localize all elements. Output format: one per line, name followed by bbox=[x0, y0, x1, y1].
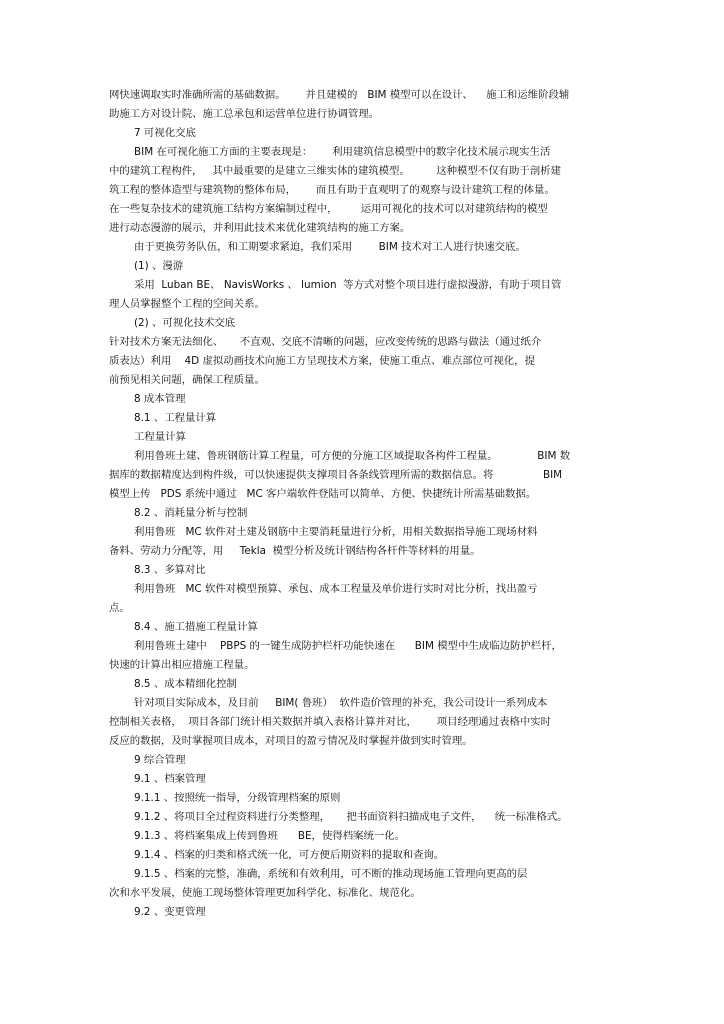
text-line: 中的建筑工程构件， 其中最重要的是建立三维实体的建筑模型。 这种模型不仅有助于剖析建 bbox=[109, 165, 561, 177]
text-line: 8.1 、工程量计算 bbox=[134, 412, 217, 424]
text-line: 8.2 、消耗量分析与控制 bbox=[134, 507, 248, 519]
text-line: 工程量计算 bbox=[134, 431, 186, 443]
text-line: 9.1.3 、将档案集成上传到鲁班 BE，使得档案统一化。 bbox=[134, 830, 406, 842]
text-line: 利用鲁班土建中 PBPS 的一键生成防护栏杆功能快速在 BIM 模型中生成临边防护栏杆， bbox=[134, 640, 562, 652]
text-line: 进行动态漫游的展示，并利用此技术来优化建筑结构的施工方案。 bbox=[109, 222, 411, 234]
text-line: 利用鲁班 MC 软件对土建及钢筋中主要消耗量进行分析，用相关数据指导施工现场材料 bbox=[134, 526, 538, 538]
text-line: (1) 、漫游 bbox=[134, 260, 184, 272]
text-line: 8.3 、多算对比 bbox=[134, 564, 206, 576]
text-line: (2) 、可视化技术交底 bbox=[134, 317, 236, 329]
text-line: 备料、劳动力分配等，用 Tekla 模型分析及统计钢结构各杆件等材料的用量。 bbox=[109, 545, 481, 557]
text-line: 前预见相关问题，确保工程质量。 bbox=[109, 374, 265, 386]
text-line: 利用鲁班土建、鲁班钢筋计算工程量，可方便的分施工区域提取各构件工程量。 BIM 数 bbox=[134, 450, 571, 462]
text-line: BIM 在可视化施工方面的主要表现是： 利用建筑信息模型中的数字化技术展示现实生活 bbox=[134, 146, 551, 158]
text-line: 点。 bbox=[109, 602, 130, 614]
text-line: 9.1.1 、按照统一指导，分级管理档案的原则 bbox=[134, 792, 341, 804]
text-line: 9.1.4 、档案的归类和格式统一化，可方便后期资料的提取和查询。 bbox=[134, 849, 445, 861]
text-line: 7 可视化交底 bbox=[134, 127, 196, 139]
text-line: 筑工程的整体造型与建筑物的整体布局， 而且有助于直观明了的观察与设计建筑工程的体量。 bbox=[109, 184, 555, 196]
text-line: 针对项目实际成本，及目前 BIM( 鲁班） 软件造价管理的补充，我公司设计一系列成本 bbox=[134, 697, 548, 709]
text-line: 次和水平发展，使施工现场整体管理更加科学化、标准化、规范化。 bbox=[109, 887, 421, 899]
text-line: 助施工方对设计院、施工总承包和运营单位进行协调管理。 bbox=[109, 108, 380, 120]
text-line: 据库的数据精度达到构件级，可以快速提供支撑项目各条线管理所需的数据信息。将 BIM bbox=[109, 469, 563, 481]
text-line: 8.5 、成本精细化控制 bbox=[134, 678, 237, 690]
text-line: 8.4 、施工措施工程量计算 bbox=[134, 621, 258, 633]
text-line: 针对技术方案无法细化、 不直观、交底不清晰的问题，应改变传统的思路与做法（通过纸介 bbox=[109, 336, 542, 348]
text-line: 模型上传 PDS 系统中通过 MC 客户端软件登陆可以简单、方便、快捷统计所需基础数据。 bbox=[109, 488, 537, 500]
text-line: 快速的计算出相应措施工程量。 bbox=[109, 659, 255, 671]
text-line: 9.2 、变更管理 bbox=[134, 906, 206, 918]
text-line: 网快速调取实时准确所需的基础数据。 并且建模的 BIM 模型可以在设计、 施工和运维阶段辅 bbox=[109, 89, 570, 101]
text-line: 9.1.5 、档案的完整，准确，系统和有效利用，可不断的推动现场施工管理向更高的层 bbox=[134, 868, 528, 880]
text-line: 反应的数据，及时掌握项目成本，对项目的盈亏情况及时掌握并做到实时管理。 bbox=[109, 735, 473, 747]
text-line: 利用鲁班 MC 软件对模型预算、承包、成本工程量及单价进行实时对比分析，找出盈亏 bbox=[134, 583, 538, 595]
text-line: 采用 Luban BE、 NavisWorks 、 lumion 等方式对整个项目进行虚拟漫游，有助于项目管 bbox=[134, 279, 562, 291]
text-line: 质表达）利用 4D 虚拟动画技术向施工方呈现技术方案，使施工重点、难点部位可视化，提 bbox=[109, 355, 535, 367]
text-line: 9.1 、档案管理 bbox=[134, 773, 206, 785]
text-line: 8 成本管理 bbox=[134, 393, 186, 405]
text-line: 理人员掌握整个工程的空间关系。 bbox=[109, 298, 265, 310]
text-line: 控制相关表格， 项目各部门统计相关数据并填入表格计算并对比， 项目经理通过表格中实时 bbox=[109, 716, 552, 728]
text-line: 在一些复杂技术的建筑施工结构方案编制过程中， 运用可视化的技术可以对建筑结构的模型 bbox=[109, 203, 548, 215]
text-line: 由于更换劳务队伍，和工期要求紧迫，我们采用 BIM 技术对工人进行快速交底。 bbox=[134, 241, 526, 253]
text-line: 9 综合管理 bbox=[134, 754, 186, 766]
text-line: 9.1.2 、将项目全过程资料进行分类整理， 把书面资料扫描成电子文件， 统一标准格式。 bbox=[134, 811, 568, 823]
